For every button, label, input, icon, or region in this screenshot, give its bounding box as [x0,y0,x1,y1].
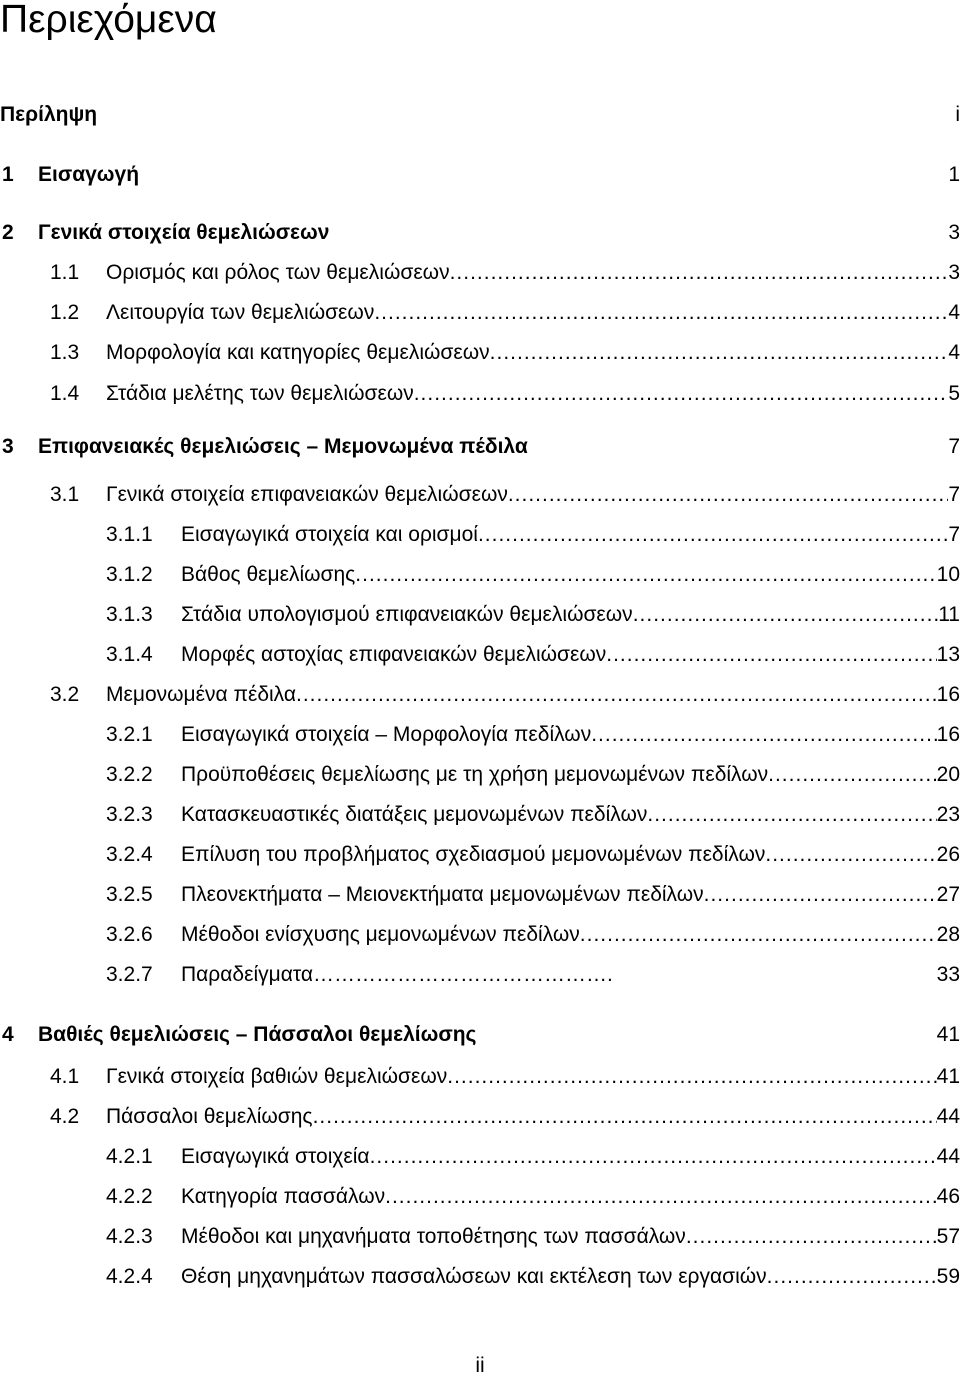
toc-entry-number: 3.1.2 [106,563,153,586]
toc-entry-title: Επίλυση του προβλήματος σχεδιασμού μεμονωμένων πεδίλων [181,843,766,866]
toc-page-number: 59 [936,1265,960,1288]
toc-page-number: 41 [936,1065,960,1088]
toc-page-number: 44 [936,1145,960,1168]
toc-entry-number: 1.1 [50,261,80,284]
toc-section-entry[interactable] [0,340,960,366]
toc-entry-number: 4.1 [50,1065,80,1088]
toc-page-number: 20 [936,763,960,786]
toc-page-number: 7 [948,483,960,506]
toc-chapter-entry[interactable] [0,102,960,128]
toc-entry-title: Μορφολογία και κατηγορίες θεμελιώσεων [106,341,490,364]
toc-entry-title: Περίληψη [0,103,98,126]
toc-entry-title: Μέθοδοι ενίσχυσης μεμονωμένων πεδίλων [181,923,580,946]
toc-page-number: 46 [936,1185,960,1208]
toc-entry-number: 4.2.1 [106,1145,153,1168]
toc-dot-leader: ……………………………………. [313,963,613,986]
toc-dot-leader [633,602,939,628]
toc-entry-number: 3.1.4 [106,643,153,666]
toc-entry-title: Κατηγορία πασσάλων [181,1185,386,1208]
toc-section-entry[interactable] [0,762,960,788]
toc-page-number: 57 [936,1225,960,1248]
toc-entry-number: 3.1.3 [106,603,153,626]
toc-page-number: 7 [948,523,960,546]
toc-entry-number: 3.2.7 [106,963,153,986]
toc-section-entry[interactable] [0,722,960,748]
toc-dot-leader [704,882,937,908]
toc-entry-title: Πλεονεκτήματα – Μειονεκτήματα μεμονωμένων πεδίλων [181,883,704,906]
toc-entry-title: Εισαγωγικά στοιχεία – Μορφολογία πεδίλων [181,723,592,746]
toc-section-entry[interactable] [0,962,960,988]
toc-dot-leader [686,1224,937,1250]
toc-dot-leader [508,482,948,508]
toc-page-number: 13 [936,643,960,666]
toc-entry-number: 3.1 [50,483,80,506]
toc-section-entry[interactable] [0,1224,960,1250]
toc-section-entry[interactable] [0,1144,960,1170]
toc-entry-number: 4.2.3 [106,1225,153,1248]
toc-dot-leader [296,682,937,708]
toc-entry-number: 1.2 [50,301,80,324]
toc-section-entry[interactable] [0,482,960,508]
toc-entry-number: 3.1.1 [106,523,153,546]
toc-entry-title: Γενικά στοιχεία επιφανειακών θεμελιώσεων [106,483,508,506]
toc-section-entry[interactable] [0,882,960,908]
toc-entry-number: 1 [2,163,14,186]
toc-entry-title: Θέση μηχανημάτων πασσαλώσεων και εκτέλεση των εργασιών [181,1265,767,1288]
toc-page-number: 41 [936,1023,960,1046]
toc-entry-number: 3 [2,435,14,458]
toc-dot-leader [591,722,936,748]
toc-entry-title: Μορφές αστοχίας επιφανειακών θεμελιώσεων [181,643,607,666]
toc-entry-title: Λειτουργία των θεμελιώσεων [106,301,375,324]
toc-dot-leader [478,522,948,548]
toc-entry-title: Γενικά στοιχεία βαθιών θεμελιώσεων [106,1065,448,1088]
toc-entry-number: 2 [2,221,14,244]
toc-page-number: 11 [938,603,960,626]
toc-page-number: 26 [936,843,960,866]
toc-entry-number: 4.2 [50,1105,80,1128]
toc-entry-title: Γενικά στοιχεία θεμελιώσεων [38,221,330,244]
toc-entry-number: 4.2.4 [106,1265,153,1288]
toc-entry-title: Πάσσαλοι θεμελίωσης [106,1105,313,1128]
toc-page-number: 16 [936,683,960,706]
toc-entry-number: 1.3 [50,341,80,364]
toc-page-number: 28 [936,923,960,946]
toc-chapter-entry[interactable] [0,434,960,460]
toc-entry-title: Κατασκευαστικές διατάξεις μεμονωμένων πεδίλων [181,803,648,826]
toc-entry-title: Βαθιές θεμελιώσεις – Πάσσαλοι θεμελίωσης [38,1023,477,1046]
toc-section-entry[interactable] [0,802,960,828]
toc-dot-leader [490,340,949,366]
toc-dot-leader [385,1184,937,1210]
toc-dot-leader [313,1104,937,1130]
toc-page-number: 7 [948,435,960,458]
page-title: Περιεχόμενα [0,0,217,41]
toc-entry-number: 4 [2,1023,14,1046]
toc-entry-number: 3.2.1 [106,723,153,746]
toc-section-entry[interactable] [0,1064,960,1090]
toc-page-number: 33 [936,963,960,986]
toc-dot-leader [580,922,937,948]
toc-entry-number: 3.2.4 [106,843,153,866]
toc-entry-number: 4.2.2 [106,1185,153,1208]
toc-chapter-entry[interactable] [0,162,960,188]
toc-page-number: 3 [948,221,960,244]
toc-entry-title: Προϋποθέσεις θεμελίωσης με τη χρήση μεμονωμένων πεδίλων [181,763,769,786]
toc-entry-title: Παραδείγματα [181,963,313,986]
toc-entry-title: Στάδια μελέτης των θεμελιώσεων [106,382,414,405]
toc-page-number: 27 [936,883,960,906]
toc-entry-number: 3.2.5 [106,883,153,906]
toc-section-entry[interactable] [0,682,960,708]
toc-section-entry[interactable] [0,642,960,668]
toc-dot-leader [370,1144,937,1170]
toc-section-entry[interactable] [0,1264,960,1290]
toc-entry-title: Βάθος θεμελίωσης [181,563,356,586]
toc-page-number: 4 [948,341,960,364]
toc-page-number: 16 [936,723,960,746]
toc-dot-leader [414,381,949,407]
toc-page-number: 4 [948,301,960,324]
toc-dot-leader [765,842,936,868]
toc-section-entry[interactable] [0,602,960,628]
toc-page-number: 3 [948,261,960,284]
toc-entry-title: Μεμονωμένα πέδιλα [106,683,296,706]
toc-dot-leader [647,802,936,828]
toc-entry-title: Ορισμός και ρόλος των θεμελιώσεων [106,261,450,284]
toc-entry-number: 3.2 [50,683,80,706]
toc-dot-leader [450,260,949,286]
toc-section-entry[interactable] [0,562,960,588]
toc-entry-number: 1.4 [50,382,80,405]
toc-entry-title: Μέθοδοι και μηχανήματα τοποθέτησης των πασσάλων [181,1225,686,1248]
toc-entry-title: Εισαγωγικά στοιχεία [181,1145,370,1168]
toc-section-entry[interactable] [0,300,960,326]
toc-dot-leader [767,1264,937,1290]
toc-section-entry[interactable] [0,260,960,286]
toc-dot-leader [374,300,948,326]
toc-section-entry[interactable] [0,381,960,407]
toc-section-entry[interactable] [0,842,960,868]
toc-page-number: i [955,103,960,126]
toc-chapter-entry[interactable] [0,1022,960,1048]
toc-section-entry[interactable] [0,1104,960,1130]
page-number: ii [475,1354,485,1377]
toc-dot-leader [768,762,937,788]
toc-entry-number: 3.2.6 [106,923,153,946]
toc-entry-title: Επιφανειακές θεμελιώσεις – Μεμονωμένα πέδιλα [38,435,528,458]
toc-page-number: 44 [936,1105,960,1128]
toc-entry-number: 3.2.2 [106,763,153,786]
toc-dot-leader [447,1064,936,1090]
toc-entry-title: Εισαγωγή [38,163,140,186]
toc-section-entry[interactable] [0,1184,960,1210]
toc-chapter-entry[interactable] [0,220,960,246]
toc-page-number: 5 [948,382,960,405]
toc-entry-title: Εισαγωγικά στοιχεία και ορισμοί [181,523,478,546]
toc-dot-leader [606,642,936,668]
toc-section-entry[interactable] [0,922,960,948]
toc-page-number: 10 [936,563,960,586]
toc-page-number: 1 [948,163,960,186]
toc-entry-number: 3.2.3 [106,803,153,826]
toc-section-entry[interactable] [0,522,960,548]
toc-entry-title: Στάδια υπολογισμού επιφανειακών θεμελιώσεων [181,603,633,626]
toc-dot-leader [355,562,936,588]
toc-page-number: 23 [936,803,960,826]
